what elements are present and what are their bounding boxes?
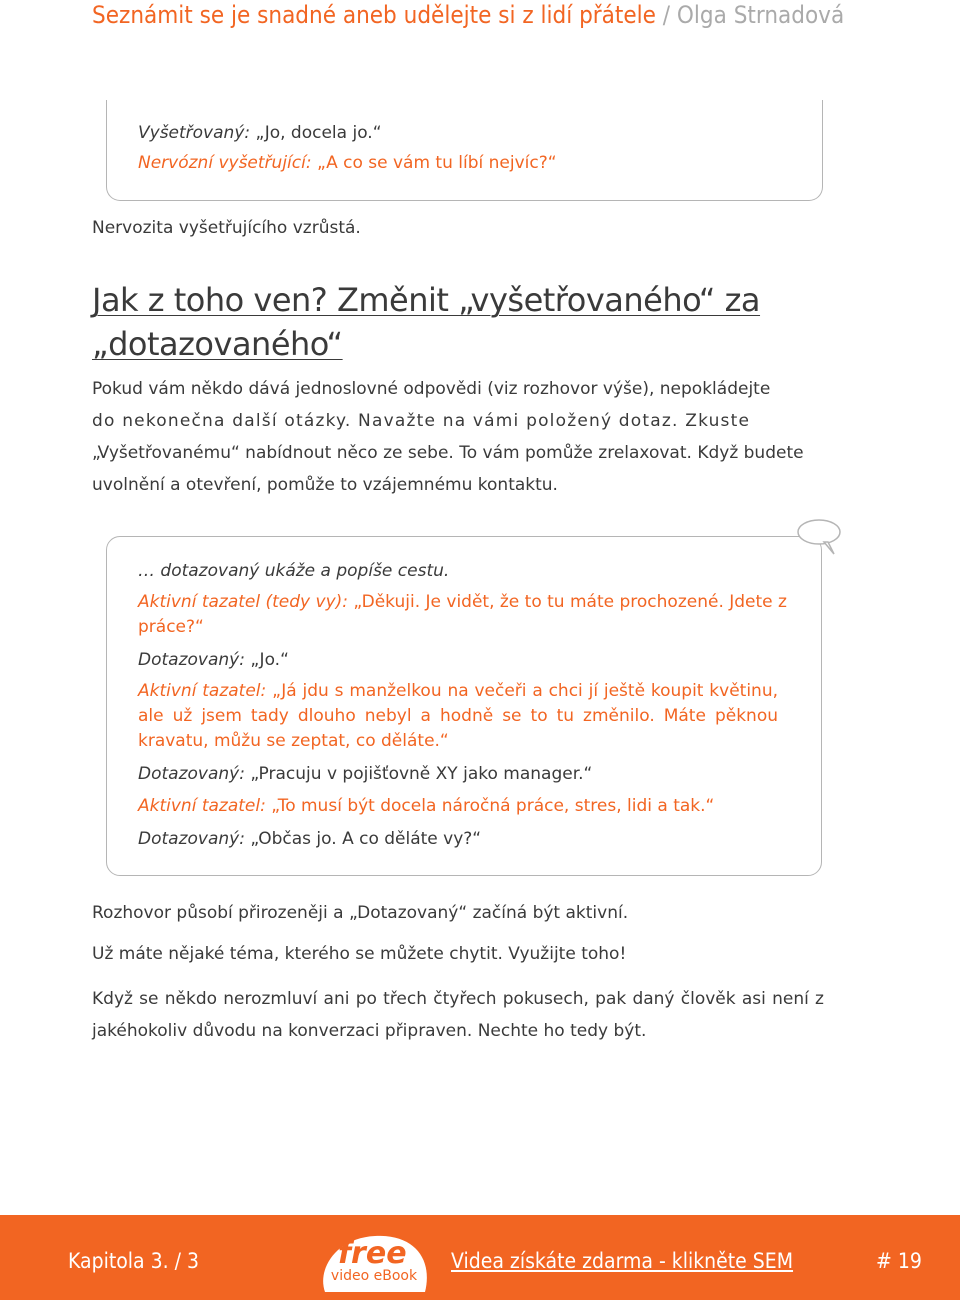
speaker-label: Aktivní tazatel: (138, 796, 266, 816)
book-author: Olga Strnadová (676, 1, 845, 29)
speaker-label: Aktivní tazatel: (138, 681, 267, 701)
intro-line: Pokud vám někdo dává jednoslovné odpovědi (viz rozhovor výše), nepokládejte (92, 379, 771, 399)
speaker-label: Dotazovaný: (138, 764, 245, 784)
dialogue-text: „Pracuju v pojišťovně XY jako manager.“ (244, 764, 593, 784)
dialogue-text: „To musí být docela náročná práce, stres, lidi a tak.“ (265, 796, 715, 816)
paragraph-nervozita: Nervozita vyšetřujícího vzrůstá. (92, 218, 361, 238)
dialogue-line (138, 590, 788, 640)
page-footer (0, 1215, 960, 1300)
dialogue-line (138, 151, 808, 176)
intro-line: do nekonečna další otázky. Navažte na vámi položený dotaz. Zkuste (92, 411, 751, 431)
intro-paragraph (92, 373, 824, 501)
speaker-label: Dotazovaný: (138, 650, 245, 670)
outro-paragraph: Rozhovor působí přirozeněji a „Dotazovaný“ začíná být aktivní. (92, 903, 629, 923)
speaker-label: Dotazovaný: (138, 829, 245, 849)
dialogue-line (138, 762, 592, 787)
dialogue-line (138, 827, 481, 852)
dialogue-line (138, 794, 714, 819)
speaker-label: Aktivní tazatel (tedy vy): (138, 592, 348, 612)
dialogue-line: … dotazovaný ukáže a popíše cestu. (138, 561, 450, 581)
speaker-label: Vyšetřovaný: (138, 123, 251, 143)
dialogue-text: „Občas jo. A co děláte vy?“ (244, 829, 482, 849)
dialogue-line (138, 679, 778, 754)
speaker-label: Nervózní vyšetřující: (138, 153, 312, 173)
dialogue-line (138, 121, 808, 146)
free-videos-link[interactable]: Videa získáte zdarma - klikněte SEM (451, 1249, 794, 1273)
header-separator: / (662, 1, 671, 29)
outro-paragraph: Když se někdo nerozmluví ani po třech čtyřech pokusech, pak daný člověk asi není z jakéhokoliv důvodu na konverzaci připraven. Nechte ho tedy být. (92, 989, 824, 1041)
book-title: Seznámit se je snadné aneb udělejte si z lidí přátele (92, 1, 656, 29)
logo-subtext: video eBook (330, 1268, 418, 1284)
logo-text: free (338, 1236, 407, 1271)
dialogue-text: „Jo, docela jo.“ (250, 123, 382, 143)
intro-line: „Vyšetřovanému“ nabídnout něco ze sebe. To vám pomůže zrelaxovat. Když budete (92, 443, 804, 463)
dialogue-text: „A co se vám tu líbí nejvíc?“ (311, 153, 557, 173)
chapter-label: Kapitola 3. / 3 (68, 1249, 200, 1273)
outro-paragraph: Už máte nějaké téma, kterého se můžete chytit. Využijte toho! (92, 944, 627, 964)
section-heading: Jak z toho ven? Změnit „vyšetřovaného“ za „dotazovaného“ (92, 281, 761, 363)
intro-line: uvolnění a otevření, pomůže to vzájemnému kontaktu. (92, 475, 558, 495)
dialogue-text: „Děkuji. Je vidět, že to tu máte prochozené. Jdete z práce?“ (138, 592, 787, 637)
dialogue-text: „Jo.“ (244, 650, 289, 670)
page-header (92, 0, 932, 34)
speech-bubble-icon (794, 516, 842, 558)
page-number: # 19 (876, 1249, 922, 1273)
dialogue-text: „Já jdu s manželkou na večeři a chci jí ještě koupit květinu, ale už jsem tady dlouho nebyl a hodně se to tu změnilo. Máte pěknou kravatu, můžu se zeptat, co děláte.“ (138, 681, 778, 751)
dialogue-line (138, 648, 289, 673)
